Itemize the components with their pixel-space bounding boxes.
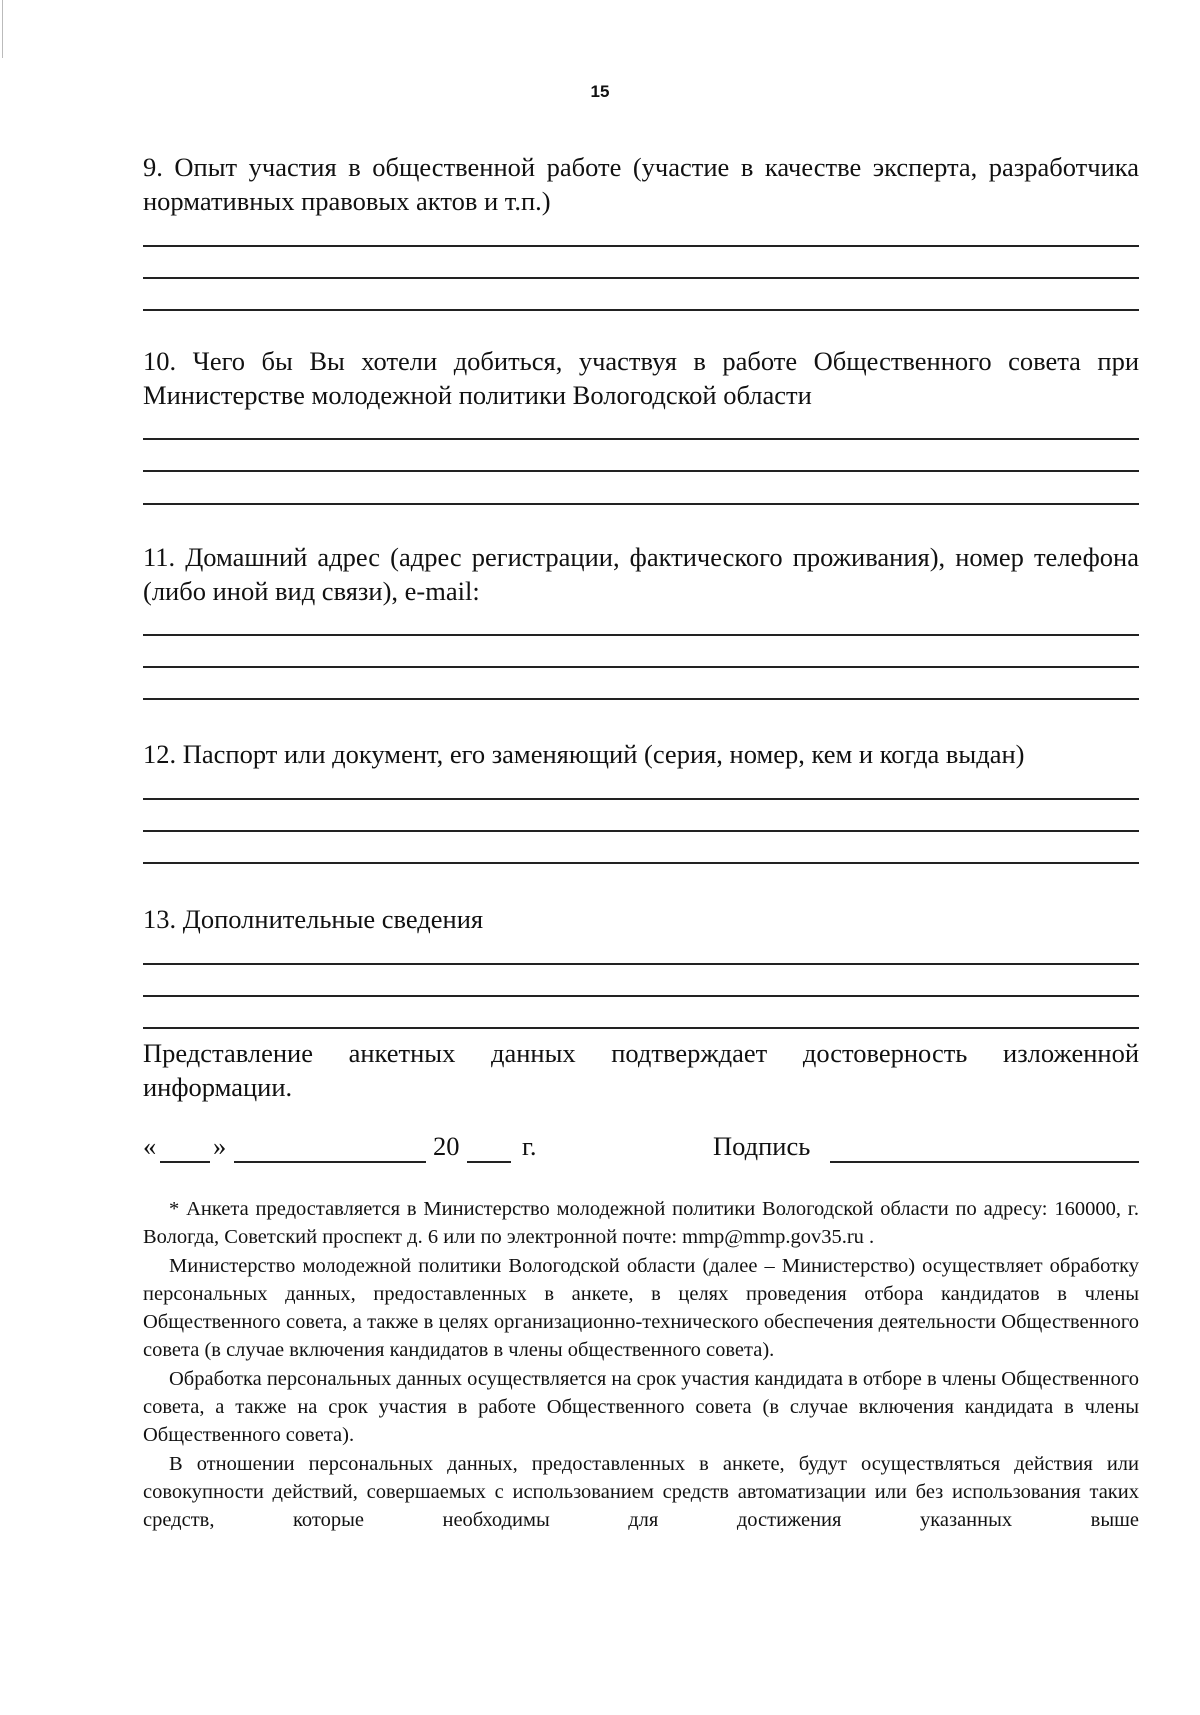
close-quote: »: [213, 1131, 227, 1161]
open-quote: «: [143, 1131, 157, 1161]
answer-line-10-2[interactable]: [143, 470, 1139, 472]
answer-line-9-2[interactable]: [143, 277, 1139, 279]
answer-line-9-3[interactable]: [143, 309, 1139, 311]
answer-line-13-1[interactable]: [143, 963, 1139, 965]
answer-line-13-3[interactable]: [143, 1027, 1139, 1029]
answer-line-12-2[interactable]: [143, 830, 1139, 832]
confirmation-text: Представление анкетных данных подтверждает достоверность изложенной информации.: [143, 1038, 1139, 1102]
page-edge-mark: [2, 0, 3, 58]
year-field[interactable]: [467, 1161, 511, 1163]
question-9: 9. Опыт участия в общественной работе (участие в качестве эксперта, разработчика нормативных правовых актов и т.п.): [143, 152, 1139, 216]
answer-line-13-2[interactable]: [143, 995, 1139, 997]
question-11: 11. Домашний адрес (адрес регистрации, фактического проживания), номер телефона (либо иной вид связи), e-mail:: [143, 542, 1139, 606]
year-prefix: 20: [433, 1131, 460, 1161]
note-2: Министерство молодежной политики Вологодской области (далее – Министерство) осуществляет обработку персональных данных, предоставленных в анкете, в целях проведения отбора кандидатов в члены Общественного совета, а также в целях организационно-технического обеспечения деятельности Общественного совета (в случае включения кандидатов в члены общественного совета).: [143, 1255, 1139, 1361]
answer-line-11-3[interactable]: [143, 698, 1139, 700]
answer-line-9-1[interactable]: [143, 245, 1139, 247]
month-field[interactable]: [234, 1161, 426, 1163]
signature-label: Подпись: [713, 1131, 811, 1161]
signature-field[interactable]: [830, 1161, 1139, 1163]
question-12: 12. Паспорт или документ, его заменяющий (серия, номер, кем и когда выдан): [143, 739, 1025, 769]
answer-line-12-1[interactable]: [143, 798, 1139, 800]
note-3: Обработка персональных данных осуществляется на срок участия кандидата в отборе в члены Общественного совета, а также на срок участия в работе Общественного совета (в случае включения кандидата в члены Общественного совета).: [143, 1368, 1139, 1446]
question-10: 10. Чего бы Вы хотели добиться, участвуя в работе Общественного совета при Министерстве молодежной политики Вологодской области: [143, 346, 1139, 410]
answer-line-11-2[interactable]: [143, 666, 1139, 668]
note-1: * Анкета предоставляется в Министерство молодежной политики Вологодской области по адресу: 160000, г. Вологда, Советский проспект д. 6 или по электронной почте: mmp@mmp.gov35.ru .: [143, 1198, 1139, 1248]
answer-line-12-3[interactable]: [143, 862, 1139, 864]
question-13: 13. Дополнительные сведения: [143, 904, 484, 934]
answer-line-10-1[interactable]: [143, 438, 1139, 440]
year-suffix: г.: [522, 1131, 537, 1161]
page-number: 15: [590, 82, 610, 101]
notes-block: [143, 1195, 1139, 1535]
answer-line-10-3[interactable]: [143, 503, 1139, 505]
note-4: В отношении персональных данных, предоставленных в анкете, будут осуществляться действия или совокупности действий, совершаемых с использованием средств автоматизации или без использования таких средств, которые необходимы для достижения указанных выше: [143, 1453, 1139, 1531]
day-field[interactable]: [160, 1161, 210, 1163]
answer-line-11-1[interactable]: [143, 634, 1139, 636]
